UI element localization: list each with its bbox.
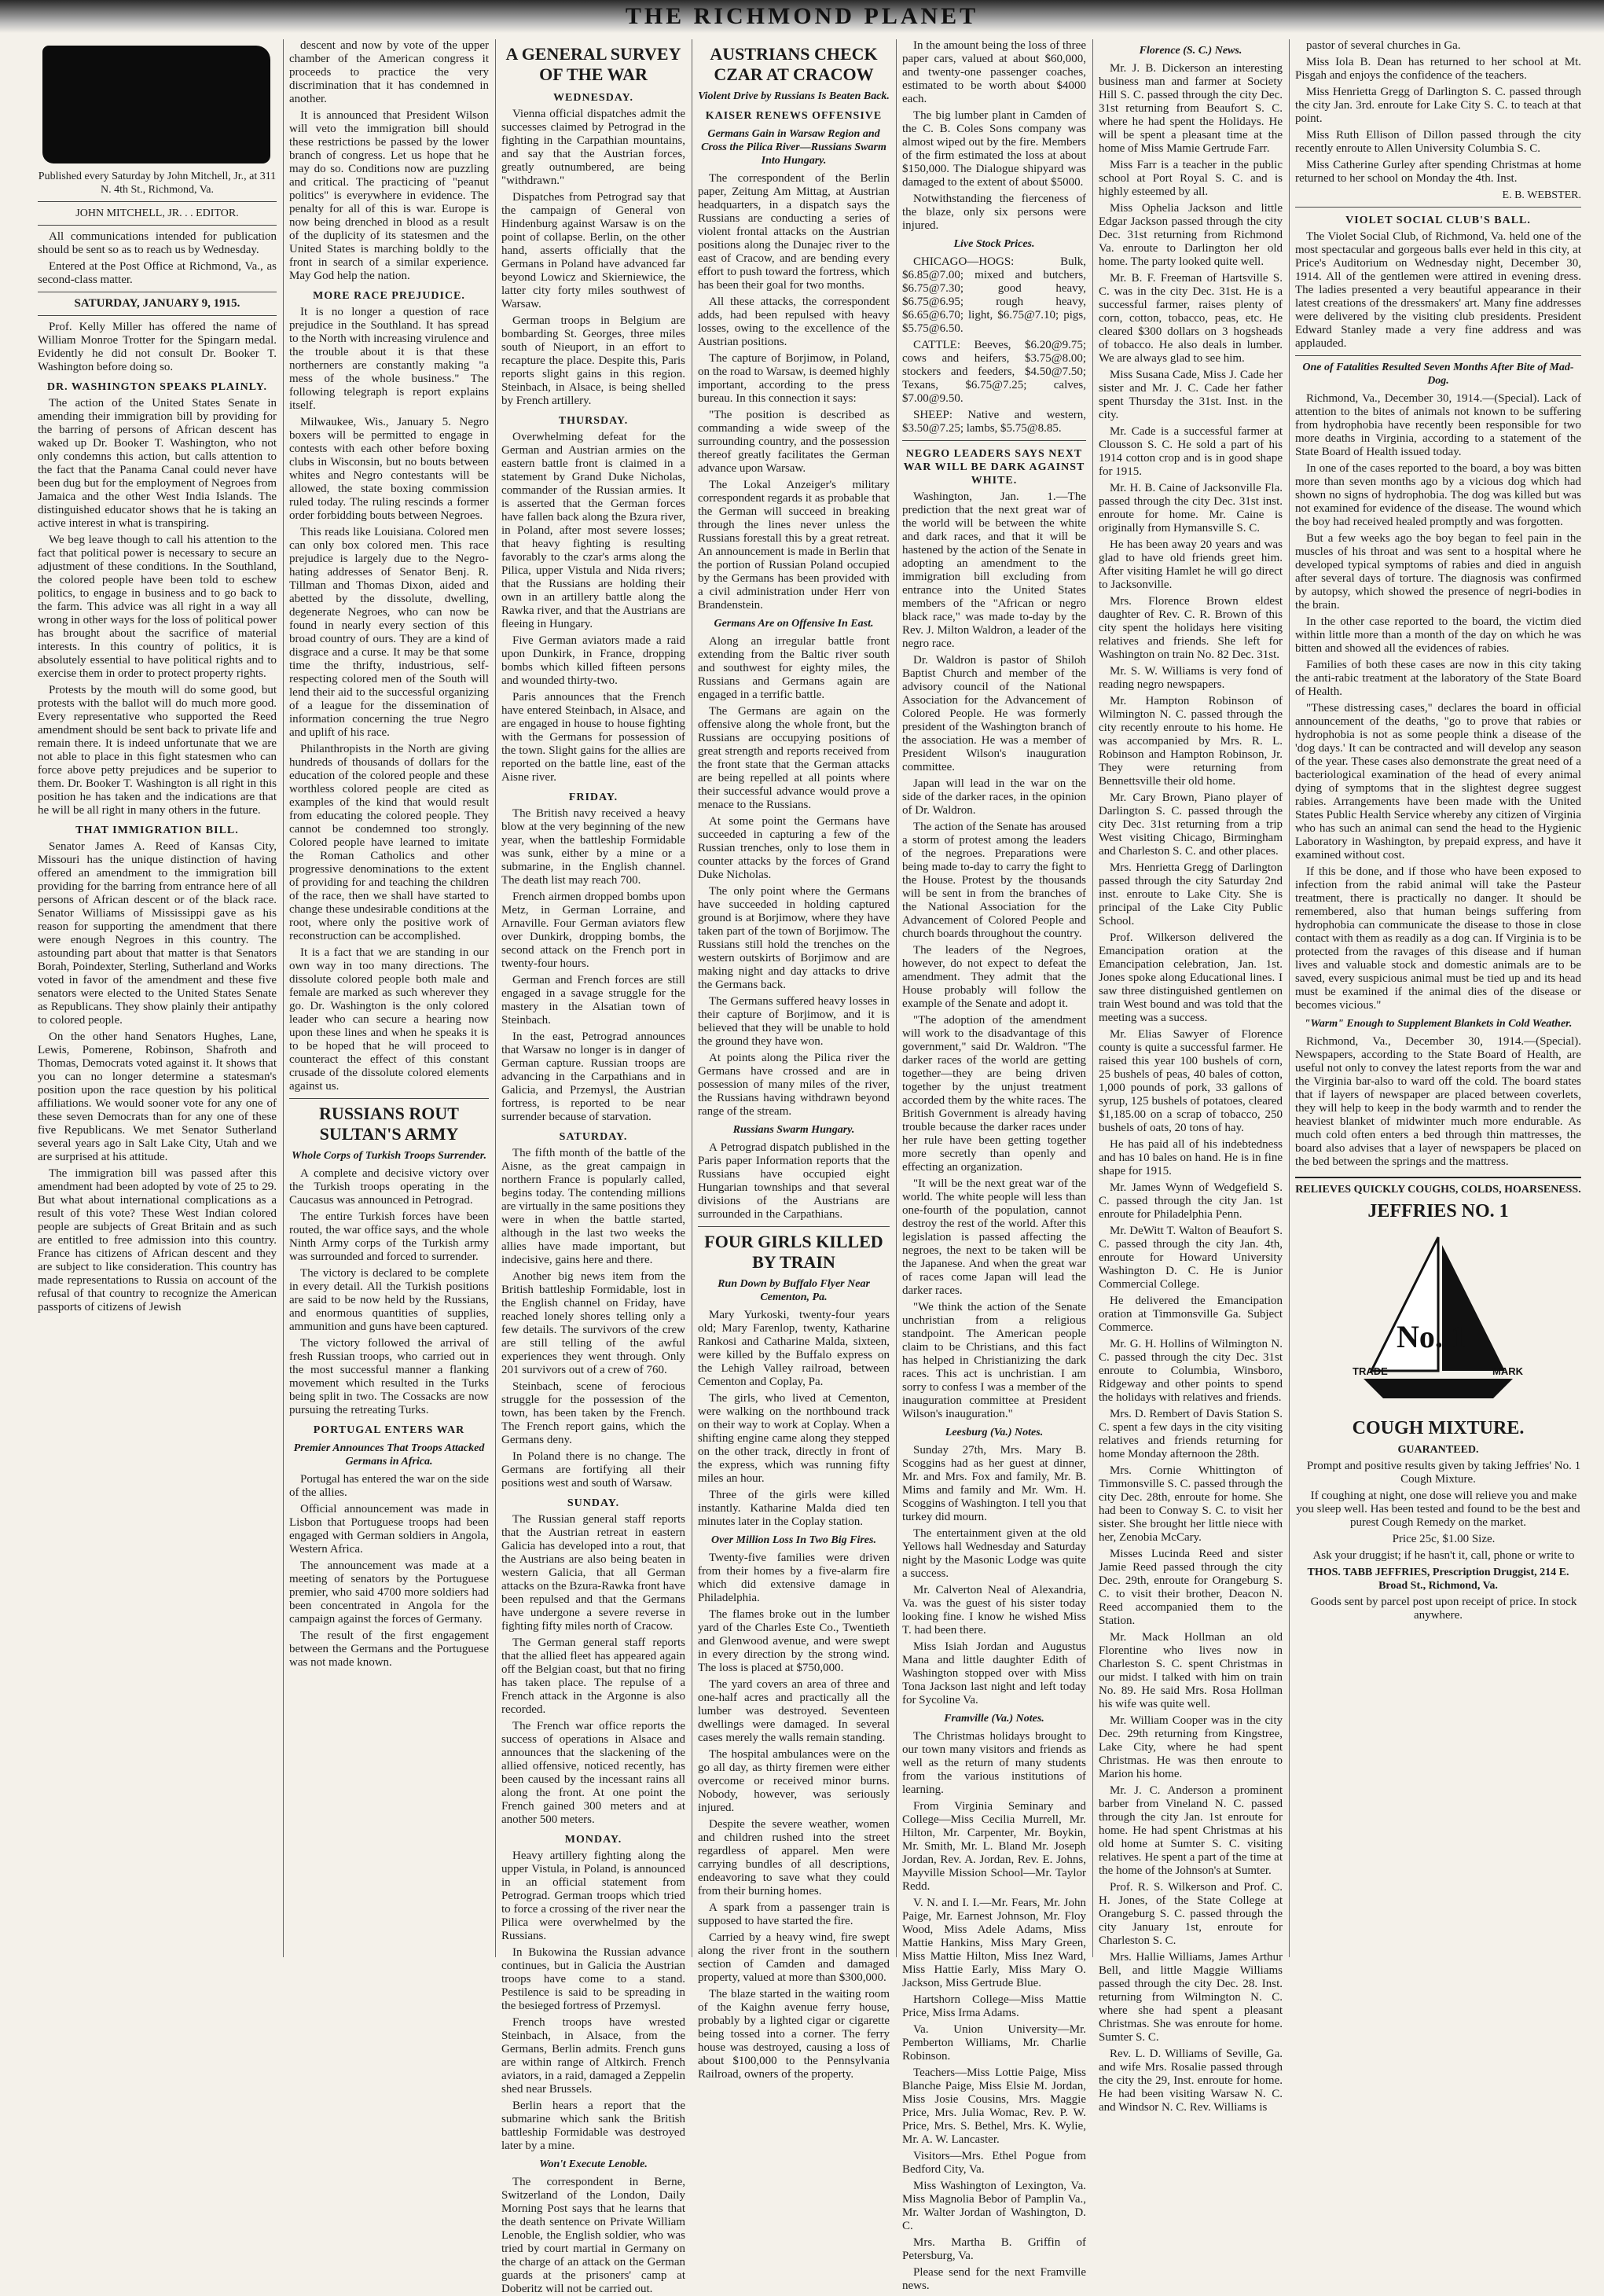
paragraph: The Christmas holidays brought to our town many visitors and friends as well as the return of many students from the various institutions of learning. xyxy=(902,1730,1086,1796)
day-heading: MONDAY. xyxy=(564,1834,622,1846)
paragraph: The Violet Social Club, of Richmond, Va. held one of the most spectacular and gorgeous balls ever held in this city, at Price's Auditorium on Wednesday night, December 30, 1914. All of the gentlemen were attired in evening dress. The ladies presented a very beautiful appearance in their latest creations of the dressmakers' art. Many fine addresses were delivered by the visiting club presidents. President Edward Stanley made a very fine address and was applauded. xyxy=(1295,230,1581,350)
paragraph: Notwithstanding the fierceness of the blaze, only six persons were injured. xyxy=(902,193,1086,232)
paragraph: In the amount being the loss of three paper cars, valued at about $60,000, and twenty-one passenger coaches, estimated to be worth about $4000 each. xyxy=(902,39,1086,105)
paragraph: Protests by the mouth will do some good, but protests with the ballot will do much more good. Every representative who supported the Reed amendment should be sent back to private life and remain there. It is indeed unfortunate that we are not able to place in this fight statesmen who can force above petty prejudices and be superior to them. Dr. Booker T. Washington is all right in this position he has taken and the indications are that he will be all right in many others in the future. xyxy=(38,684,277,817)
logo-mark: MARK xyxy=(1492,1365,1523,1377)
paragraph: "The adoption of the amendment will work to the disadvantage of this government," said Dr. Waldron. "The darker races of the world are getting together—they are being driven together by the unjust treatment accorded them by the white races. The British Government is already having trouble because the darker races under her rule have been getting together more secretly than openly and effecting an organization. xyxy=(902,1014,1086,1174)
paragraph: The victory followed the arrival of fresh Russian troops, who carried out in the most successful manner a flanking movement which resulted in the Turks being split in two. The Cossacks are now pursuing the retreating Turks. xyxy=(289,1337,489,1416)
article-heading: KAISER RENEWS OFFENSIVE xyxy=(705,110,883,122)
paragraph: Richmond, Va., December 30, 1914.—(Special). Newspapers, according to the State Board of Health, are useful not only to convey the latest reports from the war and the Virginia bar-also to ward off the cold. The board states that if layers of newspaper are placed between coverlets, they will help to keep in the body warmth and to render the heaviest blanket of midwinter much more endurable. As much cold often enters a bed through thin mattresses, the board also advises that a layer of newspapers be placed on the bed between the springs and the mattress. xyxy=(1295,1035,1581,1168)
trademark-logo xyxy=(1348,1229,1529,1410)
paragraph: pastor of several churches in Ga. xyxy=(1306,39,1461,52)
paragraph: The action of the United States Senate in amending their immigration bill by providing for the barring of persons of African descent has waked up Dr. Booker T. Washington, who not only condemns this action, but calls attention to the fact that the Panama Canal could never have been dug but for the employment of Negroes from Jamaica and the other West India Islands. The distinguished educator shows that he is taking an active interest in what is transpiring. xyxy=(38,397,277,530)
paragraph: The yard covers an area of three and one-half acres and practically all the lumber was destroyed. Seventeen dwellings were damaged. In several cases merely the walls remain standing. xyxy=(698,1678,890,1744)
paragraph: The announcement was made at a meeting of senators by the Portuguese premier, who said 4700 more soldiers had been concentrated in Angola for the campaign against the forces of Germany. xyxy=(289,1559,489,1626)
column-5 xyxy=(896,39,1092,2292)
paragraph: Mary Yurkoski, twenty-four years old; Mary Farenlop, twenty, Katharine Rankosi and Catharine Malda, sixteen, were killed by the Buffalo express on the Lehigh Valley railroad, between Cementon and Coplay, Pa. xyxy=(698,1309,890,1388)
paragraph: French airmen dropped bombs upon Metz, in German Lorraine, and Arnaville. Four German aviators flew over Dunkirk, dropping bombs, the second attack on the French port in twenty-four hours. xyxy=(501,891,685,970)
paragraph: Philanthropists in the North are giving hundreds of thousands of dollars for the education of the colored people and these worthless colored people are cited as examples of the kind that would result from educating the colored people. They cannot be condemned too strongly. Colored people have learned to imitate the Roman Catholics and other progressive denominations to the extent of providing for and teaching the children of the race, then we shall have started to change these undesirable conditions at the root, where only the positive work of reconstruction can be accomplished. xyxy=(289,743,489,942)
paragraph: The entertainment given at the old Yellows hall Wednesday and Saturday night by the Masonic Lodge was quite a success. xyxy=(902,1527,1086,1580)
paragraph: Richmond, Va., December 30, 1914.—(Special). Lack of attention to the bites of animals not known to be suffering from hydrophobia have recently been responsible for two more deaths in Virginia, according to a statement of the State Board of Health issued today. xyxy=(1295,392,1581,458)
publisher-line: Published every Saturday by John Mitchell, Jr., at 311 N. 4th St., Richmond, Va. xyxy=(38,171,277,196)
paragraph: Families of both these cases are now in this city taking the anti-rabic treatment at the laboratory of the State Board of Health. xyxy=(1295,659,1581,698)
paragraph: Miss Ruth Ellison of Dillon passed through the city recently enroute to Allen University Columbia S. C. xyxy=(1295,129,1581,155)
paragraph: Dispatches from Petrograd say that the campaign of General von Hindenburg against Warsaw is on the point of collapse. Berlin, on the other hand, asserts officially that the Germans in Poland have advanced far beyond Lowicz and Skierniewice, the latter city forty miles southwest of Warsaw. xyxy=(501,191,685,310)
paragraph: The action of the Senate has aroused a storm of protest among the leaders of the negroes. Preparations were being made to-day to carry the fight to the House. Protest by the thousands will be sent in from the branches of the National Association for the Advancement of Colored People and church boards throughout the country. xyxy=(902,821,1086,940)
paragraph: Price 25c, $1.00 Size. xyxy=(1392,1533,1496,1545)
paragraph: The leaders of the Negroes, however, do not expect to defeat the amendment. They admit that the House probably will follow the example of the Senate and adopt it. xyxy=(902,944,1086,1010)
paragraph: A Petrograd dispatch published in the Paris paper Information reports that the Russians have occupied eight Hungarian townships and that several divisions of the Austrians are surrounded in the Carpathians. xyxy=(698,1141,890,1221)
paragraph: Mr. B. F. Freeman of Hartsville S. C. was in the city Dec. 31st. He is a successful farmer, raises plenty of corn, cotton, tobacco, peas, etc. He cleared $300 dollars on 3 hogsheads of tobacco. He also deals in lumber. We are always glad to see him. xyxy=(1099,272,1283,365)
paragraph: The British navy received a heavy blow at the very beginning of the new year, when the battleship Formidable was sunk, either by a mine or a submarine, in the English channel. The death list may reach 700. xyxy=(501,807,685,887)
paragraph: The Lokal Anzeiger's military correspondent regards it as probable that the German will succeed in breaking through the lines never unless the Russians forestall this by a great retreat. An announcement is made in Berlin that the portion of Russian Poland occupied by the Germans has been provided with a civil administration under Herr von Brandenstein. xyxy=(698,479,890,612)
article-headline: FOUR GIRLS KILLED BY TRAIN xyxy=(704,1232,883,1272)
paragraph: Twenty-five families were driven from their homes by a five-alarm fire which did extensive damage in Philadelphia. xyxy=(698,1552,890,1604)
paragraph: He has been away 20 years and was glad to have old friends greet him. After visiting Hamlet he will go direct to Jacksonville. xyxy=(1099,538,1283,591)
paragraph: V. N. and I. I.—Mr. Fears, Mr. John Paige, Mr. Earnest Johnson, Mr. Floy Wood, Miss Adele Adams, Miss Mattie Hankins, Miss Mary Green, Miss Mattie Hilton, Miss Inez Ward, Miss Hattie Early, Miss Mary O. Jackson, Miss Gertrude Blue. xyxy=(902,1897,1086,1989)
paragraph: Rev. L. D. Williams of Seville, Ga. and wife Mrs. Rosalie passed through the city the 29, Inst. enroute for home. He had been visiting Warsaw N. C. and Windsor N. C. Rev. Williams is xyxy=(1099,2048,1283,2114)
article-subhead: Live Stock Prices. xyxy=(953,238,1035,250)
article-subhead: Germans Gain in Warsaw Region and Cross the Pilica River—Russians Swarm Into Hungary. xyxy=(701,128,886,167)
paragraph: He delivered the Emancipation oration at Timmonsville Ga. Subject Commerce. xyxy=(1099,1295,1283,1334)
paragraph: In one of the cases reported to the board, a boy was bitten more than seven months ago by a vicious dog which had shown no signs of hydrophobia. The dog was killed but was not examined for evidence of the disease. The wound which the boy had received healed promptly and was forgotten. xyxy=(1295,462,1581,528)
day-heading: SATURDAY. xyxy=(559,1131,628,1143)
paragraph: Mr. Cade is a successful farmer at Clousson S. C. He sold a part of his 1914 cotton crop and is in good shape for 1915. xyxy=(1099,425,1283,478)
paragraph: Mr. Mack Hollman an old Florentine who lives now in Charleston S. C. spent Christmas in our midst. I talked with him on train No. 89. He said Mrs. Rosa Hollman his wife was quite well. xyxy=(1099,1631,1283,1710)
paragraph: Mr. J. B. Dickerson an interesting business man and farmer at Society Hill S. C. passed through the city Dec. 31st returning from Beaufort S. C. where he had spent the Holidays. He will be spent a pleasant time at the home of Miss Mamie Gertrude Farr. xyxy=(1099,62,1283,155)
article-subhead: Russians Swarm Hungary. xyxy=(732,1124,855,1136)
paragraph: Mrs. Cornie Whittington of Timmonsville S. C. passed through the city Dec. 28th, enroute for home. She had been to Conway S. C. to visit her sister. She brought her little niece with her, Zenobia McCary. xyxy=(1099,1464,1283,1544)
ad-product: COUGH MIXTURE. xyxy=(1352,1418,1525,1438)
paragraph: Mrs. Florence Brown eldest daughter of Rev. C. R. Brown of this city spent the holidays here visiting relatives and friends. She left for Washington on train No. 82 Dec. 31st. xyxy=(1099,595,1283,661)
logo-trade: TRADE xyxy=(1353,1365,1388,1377)
paragraph: Five German aviators made a raid upon Dunkirk, in France, dropping bombs which killed fifteen persons and wounded thirty-two. xyxy=(501,634,685,687)
paragraph: Miss Catherine Gurley after spending Christmas at home returned to her school on Monday the 4th. Inst. xyxy=(1295,159,1581,185)
column-4 xyxy=(692,39,896,2081)
paragraph: Steinbach, scene of ferocious struggle for the possession of the town, has been taken by the French. The French report gains, which the Germans deny. xyxy=(501,1380,685,1446)
paragraph: Miss Henrietta Gregg of Darlington S. C. passed through the city Jan. 3rd. enroute for Lake City S. C. to teach at that point. xyxy=(1295,86,1581,125)
paragraph: Miss Iola B. Dean has returned to her school at Mt. Pisgah and enjoys the confidence of the teachers. xyxy=(1295,56,1581,82)
paragraph: Senator James A. Reed of Kansas City, Missouri has the unique distinction of having offered an amendment to the immigration bill providing for the barring from entrance here of all persons of African descent or of the black race. Senator Williams of Mississippi gave as his reason for supporting the amendment that there were enough Negroes in this country. The astounding part about that matter is that Senators Borah, Poindexter, Sterling, Sutherland and Works voted in favor of the amendment and these five senators were elected to the United States Senate as Republicans. They show plainly their antipathy to colored people. xyxy=(38,840,277,1027)
paragraph: The correspondent in Berne, Switzerland of the London, Daily Morning Post says that he learns that the death sentence on Private William Lenoble, the English soldier, who was tried by court martial in Germany on the charge of an attack on the German guards at the prisoners' camp at Doberitz will not be carried out. xyxy=(501,2176,685,2295)
paragraph: The victory is declared to be complete in every detail. All the Turkish positions are said to be now held by the Russians, and enormous quantities of supplies, ammunition and guns have been captured. xyxy=(289,1267,489,1333)
ink-blot-image xyxy=(42,46,270,163)
paragraph: The Germans are again on the offensive along the whole front, but the Russians are occupying positions of great strength and reports received from the front state that the German attacks are being repelled at all points where their successful advance would prove a menace to the Russians. xyxy=(698,705,890,811)
article-subhead: Florence (S. C.) News. xyxy=(1139,45,1242,57)
masthead: THE RICHMOND PLANET xyxy=(0,0,1604,33)
paragraph: Prof. Kelly Miller has offered the name of William Monroe Trotter for the Spingarn medal. Evidently he did not consult Dr. Booker T. Washington before doing so. xyxy=(38,321,277,373)
paragraph: Official announcement was made in Lisbon that Portuguese troops had been engaged with German soldiers in Angola, Western Africa. xyxy=(289,1503,489,1556)
paragraph: We beg leave though to call his attention to the fact that political power is necessary to secure an adjustment of these conditions. In the Southland, the colored people have been told to eschew politics, to engage in business and to go back to the farm. This advice was all right in a way all wrong in other ways for the loss of political power has brought about the sacrifice of material interests. In this country of politics, it is absolutely essential to have political rights and to exercise them in order to protect property rights. xyxy=(38,534,277,680)
article-subhead: One of Fatalities Resulted Seven Months After Bite of Mad-Dog. xyxy=(1302,362,1574,387)
article-heading: THAT IMMIGRATION BILL. xyxy=(75,825,239,836)
article-heading: PORTUGAL ENTERS WAR xyxy=(313,1424,465,1436)
paragraph: Please send for the next Framville news. xyxy=(902,2266,1086,2292)
paragraph: CHICAGO—HOGS: Bulk, $6.85@7.00; mixed and butchers, $6.75@7.30; good heavy, $6.75@6.95; rough heavy, $6.65@6.70; light, $6.75@7.10; pigs, $5.75@6.50. xyxy=(902,255,1086,335)
article-headline: RUSSIANS ROUT SULTAN'S ARMY xyxy=(319,1104,459,1144)
paragraph: Mr. Hampton Robinson of Wilmington N. C. passed through the city recently enroute to his home. He was accompanied by Mrs. R. L. Robinson and Hampton Robinson, Jr. They were returning from Bennettsville their old home. xyxy=(1099,695,1283,788)
paragraph: Mr. Cary Brown, Piano player of Darlington S. C. passed through the city Dec. 31st returning from a trip West visiting Chicago, Birmingham and Charleston S. C. and other places. xyxy=(1099,792,1283,858)
paragraph: Mr. J. C. Anderson a prominent barber from Vineland N. C. passed through the city Jan. 1st enroute for home. He had spent Christmas at his old home at Sumter S. C. visiting relatives. He spent a part of the time at the home of the Johnson's at Sumter. xyxy=(1099,1784,1283,1877)
column-7 xyxy=(1289,39,1587,1957)
paragraph: Sunday 27th, Mrs. Mary B. Scoggins had as her guest at dinner, Mr. and Mrs. Fox and family, Mr. B. Mims and family and Mr. Wm. H. Scoggins of Washington. I tell you that turkey did mourn. xyxy=(902,1444,1086,1523)
paragraph: The entire Turkish forces have been routed, the war office says, and the whole Ninth Army corps of the Turkish army was surrounded and forced to surrender. xyxy=(289,1210,489,1263)
issue-date: SATURDAY, JANUARY 9, 1915. xyxy=(74,297,240,310)
notice: All communications intended for publication should be sent so as to reach us by Wednesday. xyxy=(38,230,277,256)
article-subhead: Run Down by Buffalo Flyer Near Cementon, Pa. xyxy=(718,1278,870,1303)
paragraph: Mr. Elias Sawyer of Florence county is quite a successful farmer. He raised this year 100 bushels of corn, 25 bushels of peas, 40 bales of cotton, 1,000 pounds of pork, 33 gallons of syrup, 125 bushels of potatoes, cleared $1,185.00 on a scrap of tobacco, 250 bushels of oats, 20 tons of hay. xyxy=(1099,1028,1283,1134)
article-subhead: Won't Execute Lenoble. xyxy=(539,2158,648,2170)
paragraph: Miss Isiah Jordan and Augustus Mana and little daughter Edith of Washington stopped over with Miss Tona Jackson last night and left today for Sycoline Va. xyxy=(902,1640,1086,1706)
paragraph: On the other hand Senators Hughes, Lane, Lewis, Pomerene, Robinson, Shafroth and Thomas, Democrats voted against it. It shows that you can no longer determine a statesman's position upon the race question by his political affiliations. We would sooner vote for any one of these seven Democrats than for any one of these five Republicans. We met Senator Sutherland several years ago in Salt Lake City, Utah and we are surprised at his attitude. xyxy=(38,1030,277,1163)
paragraph: Mrs. Martha B. Griffin of Petersburg, Va. xyxy=(902,2236,1086,2262)
article-heading: DR. WASHINGTON SPEAKS PLAINLY. xyxy=(46,381,268,393)
paragraph: Mr. H. B. Caine of Jacksonville Fla. passed through the city Dec. 31st inst. enroute for home. Mr. Caine is originally from Hymansville S. C. xyxy=(1099,482,1283,535)
article-subhead: Leesburg (Va.) Notes. xyxy=(945,1427,1044,1438)
paragraph: Mrs. D. Rembert of Davis Station S. C. spent a few days in the city visiting relatives and friends returning for home Monday afternoon the 28th. xyxy=(1099,1408,1283,1460)
ad-firm: THOS. TABB JEFFRIES, Prescription Druggist, 214 E. Broad St., Richmond, Va. xyxy=(1307,1567,1569,1592)
paragraph: In the east, Petrograd announces that Warsaw no longer is in danger of German capture. Russian troops are advancing in the Carpathians and in Galicia, and Przemysl, the Austrian fortress, is reported to be near surrender because of starvation. xyxy=(501,1030,685,1123)
paragraph: Visitors—Mrs. Ethel Pogue from Bedford City, Va. xyxy=(902,2150,1086,2176)
paragraph: Va. Union University—Mr. Pemberton Williams, Mr. Charlie Robinson. xyxy=(902,2023,1086,2063)
paragraph: descent and now by vote of the upper chamber of the American congress it proceeds to practice the very discrimination that it has condemned in another. xyxy=(289,39,489,105)
paragraph: The German general staff reports that the allied fleet has appeared again off the Belgian coast, but that no firing has taken place. The repulse of a French attack in the Argonne is also recorded. xyxy=(501,1637,685,1716)
paragraph: The Germans suffered heavy losses in their capture of Borjimow, and it is believed that they will be unable to hold the ground they have won. xyxy=(698,995,890,1048)
paragraph: The flames broke out in the lumber yard of the Charles Este Co., Twentieth and Glenwood avenue, and were swept in every direction by the strong wind. The loss is placed at $750,000. xyxy=(698,1608,890,1674)
paragraph: Washington, Jan. 1.—The prediction that the next great war of the world will be between the white and dark races, and that it will be hastened by the action of the Senate in adopting an amendment to the immigration bill excluding from entrance into the United States members of the "African or negro black race," was made to-day by the Rev. J. Milton Waldron, a leader of the negro race. xyxy=(902,490,1086,650)
paragraph: Miss Ophelia Jackson and little Edgar Jackson passed through the city Dec. 31st returning from Richmond Va. enroute to Darlington her old home. The party looked quite well. xyxy=(1099,202,1283,268)
article-subhead: Over Million Loss In Two Big Fires. xyxy=(711,1534,876,1546)
article-subhead: Whole Corps of Turkish Troops Surrender. xyxy=(292,1150,486,1162)
paragraph: "These distressing cases," declares the board in official announcement of the deaths, "go to prove that rabies or hydrophobia is not as some people think a disease of the 'dog days.' It can be contracted and will develop any season of the year. These cases also demonstrate the great need of a bacteriological examination of the head of every animal dying of symptoms that in the slightest degree suggest rabies. Arrangements have been made with the United States Public Health Service whereby any citizen of Virginia who has such an animal can send the head to the Hygienic Laboratory in Washington, by prepaid express, and have it examined without cost. xyxy=(1295,702,1581,861)
paragraph: Despite the severe weather, women and children rushed into the street regardless of apparel. Men were carrying bundles of all descriptions, endeavoring to save what they could from their burning homes. xyxy=(698,1818,890,1897)
paragraph: French troops have wrested Steinbach, in Alsace, from the Germans, Berlin admits. French guns are within range of Altkirch. French aviators, in a raid, damaged a Zeppelin shed near Brussels. xyxy=(501,2016,685,2096)
paragraph: The only point where the Germans have succeeded in holding captured ground is at Borjimow, where they have taken part of the town of Borjimow. The Russians still hold the trenches on the western outskirts of Borjimow and are making night and day attacks to drive the Germans back. xyxy=(698,885,890,991)
paragraph: But a few weeks ago the boy began to feel pain in the muscles of his throat and was sent to a hospital where he developed typical symptoms of rabies and died in anguish after several days of torture. The diagnosis was confirmed by autopsy, which showed the presence of negri-bodies in the brain. xyxy=(1295,532,1581,612)
paragraph: The immigration bill was passed after this amendment had been adopted by vote of 25 to 29. But what about international complications as a result of this vote? These West Indian colored people are subjects of Great Britain and as such are entitled to free admission into this country. France has citizens of African descent and they are subject to like consideration. This country has made representations to Russia on account of the refusal of that country to recognize the American passports of citizens of Jewish xyxy=(38,1167,277,1313)
paragraph: Dr. Waldron is pastor of Shiloh Baptist Church and member of the advisory council of the National Association for the Advancement of Colored People. He was formerly president of the Washington branch of the association. He was a member of President Wilson's inauguration committee. xyxy=(902,654,1086,773)
paragraph: Along an irregular battle front extending from the Baltic river south and southwest for eighty miles, the Russians and Germans again are engaged in a terrific battle. xyxy=(698,635,890,701)
paragraph: Heavy artillery fighting along the upper Vistula, in Poland, is announced in an official statement from Petrograd. German troops which tried to force a crossing of the river near the Pilica were overwhelmed by the Russians. xyxy=(501,1850,685,1942)
paragraph: He has paid all of his indebtedness and has 10 bales on hand. He is in fine shape for 1915. xyxy=(1099,1138,1283,1177)
day-heading: THURSDAY. xyxy=(558,415,629,427)
paragraph: The result of the first engagement between the Germans and the Portuguese was not made known. xyxy=(289,1629,489,1669)
signature: E. B. WEBSTER. xyxy=(1502,189,1581,201)
day-heading: FRIDAY. xyxy=(568,792,618,803)
paragraph: A spark from a passenger train is supposed to have started the fire. xyxy=(698,1901,890,1927)
paragraph: Overwhelming defeat for the German and Austrian armies on the eastern battle front is claimed in a statement by Grand Duke Nicholas, commander of the Russian armies. It is asserted that the German forces have fallen back along the Bzura river, in Poland, after most severe losses; that heavy fighting is resulting favorably to the czar's arms along the Pilica, upper Vistula and Nida rivers; that the Russians are holding their own in an artillery battle along the Rawka river, and that the Austrians are fleeing in Hungary. xyxy=(501,431,685,630)
article-headline: AUSTRIANS CHECK CZAR AT CRACOW xyxy=(710,44,878,84)
paragraph: Mr. G. H. Hollins of Wilmington N. C. passed through the city Dec. 31st enroute to Columbia, Winsboro, Ridgeway and other points to spend the holidays with relatives and friends. xyxy=(1099,1338,1283,1404)
paragraph: The fifth month of the battle of the Aisne, as the great campaign in northern France is popularly called, begins today. The contending millions are virtually in the same positions they were in when the battle started, although in the last two weeks the allies have made important, but indecisive, gains here and there. xyxy=(501,1147,685,1266)
paragraph: If coughing at night, one dose will relieve you and make you sleep well. Has been tested and found to be the best and purest Cough Remedy on the market. xyxy=(1296,1490,1580,1529)
article-subhead: Violent Drive by Russians Is Beaten Back. xyxy=(698,90,890,102)
paragraph: All these attacks, the correspondent adds, had been repulsed with heavy losses, owing to the excellence of the Austrian positions. xyxy=(698,296,890,348)
paragraph: Mr. William Cooper was in the city Dec. 29th returning from Kingstree, Lake City, where he had spent Christmas. He was then enroute to Marion his home. xyxy=(1099,1714,1283,1780)
article-subhead: Framville (Va.) Notes. xyxy=(944,1713,1044,1725)
paragraph: In Bukowina the Russian advance continues, but in Galicia the Austrian troops have come to a stand. Pestilence is said to be spreading in the besieged fortress of Przemysl. xyxy=(501,1946,685,2012)
paragraph: Teachers—Miss Lottie Paige, Miss Blanche Paige, Miss Elsie M. Jordan, Miss Josie Cousins, Mrs. Maggie Price, Mrs. Julia Womac, Rev. P. W. Price, Mrs. S. Bethel, Mrs. K. Wylie, Mr. A. W. Lancaster. xyxy=(902,2066,1086,2146)
paragraph: SHEEP: Native and western, $3.50@7.25; lambs, $5.75@8.85. xyxy=(902,409,1086,435)
article-headline: A GENERAL SURVEY OF THE WAR xyxy=(505,44,681,84)
paragraph: CATTLE: Beeves, $6.20@9.75; cows and heifers, $3.75@8.00; stockers and feeders, $4.50@7.50; Texans, $6.75@7.25; calves, $7.00@9.50. xyxy=(902,339,1086,405)
paragraph: Prof. R. S. Wilkerson and Prof. C. H. Jones, of the State College at Orangeburg S. C. passed through the city January 1st, enroute for Charleston S. C. xyxy=(1099,1881,1283,1947)
paragraph: The hospital ambulances were on the go all day, as thirty firemen were either overcome or received minor burns. Nobody, however, was seriously injured. xyxy=(698,1748,890,1814)
paragraph: "It will be the next great war of the world. The white people will less than one-fourth of the population, cannot destroy the rest of the world. After this legislation is passed affecting the negroes, the next to be taken will be the Japanese. And when the great war of races come Japan will lead the darker races. xyxy=(902,1177,1086,1297)
paragraph: Miss Susana Cade, Miss J. Cade her sister and Mr. J. C. Cade her father spent Thursday the 31st. Inst. in the city. xyxy=(1099,369,1283,421)
paragraph: Milwaukee, Wis., January 5. Negro boxers will be permitted to engage in contests with each other before boxing clubs in Wisconsin, but no bouts between whites and Negro contestants will be allowed, the state boxing commission ruled today. The ruling rescinds a former order forbidding bouts between Negroes. xyxy=(289,416,489,522)
article-subhead: Premier Announces That Troops Attacked Germans in Africa. xyxy=(293,1442,485,1468)
paragraph: Mrs. Henrietta Gregg of Darlington passed through the city Saturday 2nd inst. enroute to Lake City. She is principal of the Lake City Public School. xyxy=(1099,861,1283,928)
paragraph: Mr. James Wynn of Wedgefield S. C. passed through the city Jan. 1st enroute for Philadelphia Penn. xyxy=(1099,1181,1283,1221)
paragraph: Misses Lucinda Reed and sister Jamie Reed passed through the city Dec. 29th, enroute for Orangeburg S. C. to visit their brother, Deacon N. Reed accompanied them to the Station. xyxy=(1099,1548,1283,1627)
paragraph: It is a fact that we are standing in our own way in too many directions. The dissolute colored people both male and female are marked as such wherever they go. Dr. Washington is the only colored leader who can secure a hearing now upon these lines and when he speaks it is to be hoped that he will proceed to counteract the effect of this constant crusade of the dissolute colored elements against us. xyxy=(289,946,489,1093)
paragraph: Miss Washington of Lexington, Va. Miss Magnolia Bebor of Pamplin Va., Mr. Walter Jordan of Washington, D. C. xyxy=(902,2180,1086,2232)
article-heading: MORE RACE PREJUDICE. xyxy=(313,290,465,302)
editor-line: JOHN MITCHELL, JR. . . EDITOR. xyxy=(75,208,239,219)
paragraph: German troops in Belgium are bombarding St. Georges, three miles south of Nieuport, in an effort to recapture the place. Despite this, Paris reports slight gains in this region. Steinbach, in Alsace, is being shelled by French artillery. xyxy=(501,314,685,407)
paragraph: If this be done, and if those who have been exposed to infection from the rabid animal will take the Pasteur treatment, there is practically no danger. It should be remembered, also that human beings suffering from hydrophobia can communicate the disease to those in close contact with them as readily as a dog can. If Virginia is to be protected from the ravages of this disease and if human lives and valuable stock and domestic animals are to be saved, every suspicious animal must be tied up and its head must be examined if the animal dies of the disease or becomes vicious." xyxy=(1295,865,1581,1012)
paragraph: From Virginia Seminary and College—Miss Cecilia Murrell, Mr. Hilton, Mr. Carpenter, Mr. Boykin, Mr. Smith, Mr. L. Bland Mr. Joseph Jordan, Rev. A. Jordan, Rev. E. Johns, Mayville Mission School—Mr. Taylor Redd. xyxy=(902,1800,1086,1893)
paragraph: Paris announces that the French have entered Steinbach, in Alsace, and are engaged in house to house fighting with the Germans for possession of the town. Slight gains for the allies are reported on the battle line, east of the Aisne river. xyxy=(501,691,685,784)
paragraph: At some point the Germans have succeeded in capturing a few of the Russian trenches, only to lose them in counter attacks by the forces of Grand Duke Nicholas. xyxy=(698,815,890,881)
notice: Entered at the Post Office at Richmond, Va., as second-class matter. xyxy=(38,260,277,286)
paragraph: Carried by a heavy wind, fire swept along the river front in the southern section of Camden and damaged property, valued at more than $300,000. xyxy=(698,1931,890,1984)
column-1 xyxy=(31,39,283,1957)
paragraph: Ask your druggist; if he hasn't it, call, phone or write to xyxy=(1312,1549,1575,1562)
paragraph: The blaze started in the waiting room of the Kaighn avenue ferry house, probably by a lighted cigar or cigarette being tossed into a corner. The ferry house was destroyed, causing a loss of about $100,000 to the Pennsylvania Railroad, owners of the property. xyxy=(698,1988,890,2081)
column-3 xyxy=(495,39,692,2295)
paragraph: Three of the girls were killed instantly. Katharine Malda died ten minutes later in the Coplay station. xyxy=(698,1489,890,1528)
paragraph: German and French forces are still engaged in a savage struggle for the mastery in the Alsatian town of Steinbach. xyxy=(501,974,685,1027)
paragraph: Prof. Wilkerson delivered the Emancipation oration at the Emancipation celebration, Jan. 1st. Jones spoke along Educational lines. I saw three distinguished gentlemen on train West bound and was told that the meeting was a success. xyxy=(1099,931,1283,1024)
paragraph: "The position is described as commanding a wide sweep of the surrounding country, and the possession thereof greatly facilitates the German advance upon Warsaw. xyxy=(698,409,890,475)
article-subhead: "Warm" Enough to Supplement Blankets in Cold Weather. xyxy=(1304,1018,1573,1030)
paragraph: At points along the Pilica river the Germans have crossed and are in possession of many miles of the river, the Russians having withdrawn beyond range of the stream. xyxy=(698,1052,890,1118)
day-heading: WEDNESDAY. xyxy=(553,92,633,104)
paragraph: Mrs. Hallie Williams, James Arthur Bell, and little Maggie Williams passed through the city Dec. 28. Inst. returning from Wilmington N. C. where she had spent a pleasant Christmas. She was enroute for home. Sumter S. C. xyxy=(1099,1951,1283,2044)
paragraph: It is announced that President Wilson will veto the immigration bill should these restrictions be passed by the lower branch of congress. Let us hope that he may do so. Conditions now are puzzling and critical. The practicing of "peanut politics" is everywhere in evidence. The penalty for all of this is war. Europe is now being drenched in blood as a result of the duplicity of its statesmen and the United States is marching boldly to the front in search of a similar experience. May God help the nation. xyxy=(289,109,489,282)
paragraph: The correspondent of the Berlin paper, Zeitung Am Mittag, at Austrian headquarters, in a dispatch says the Russians are conducting a series of violent frontal attacks on the Austrian positions along the Dunajec river to the east of Cracow, and are bending every effort to push toward the fortress, which has been their goal for two months. xyxy=(698,172,890,292)
paragraph: Miss Farr is a teacher in the public school at Port Royal S. C. and is highly esteemed by all. xyxy=(1099,159,1283,198)
paragraph: The French war office reports the success of operations in Alsace and announces that the slackening of the allied offensive, noticed recently, has been caused by the incessant rains all along the front. At one point the French gained 300 meters and at another 500 meters. xyxy=(501,1720,685,1826)
paragraph: Mr. DeWitt T. Walton of Beaufort S. C. passed through the city Jan. 4th, enroute for Howard University Washington D. C. He is Junior Commercial College. xyxy=(1099,1225,1283,1291)
day-heading: SUNDAY. xyxy=(567,1497,620,1509)
logo-number: No. 1 xyxy=(1397,1319,1466,1354)
paragraph: Vienna official dispatches admit the successes claimed by Petrograd in the fighting in the Carpathian mountains, and say that the Austrian forces, greatly outnumbered, are being "withdrawn." xyxy=(501,108,685,187)
article-heading: VIOLET SOCIAL CLUB'S BALL. xyxy=(1345,215,1531,226)
paragraph: A complete and decisive victory over the Turkish troops operating in the Caucasus was announced in Petrograd. xyxy=(289,1167,489,1207)
cough-mixture-ad xyxy=(1295,1177,1581,1622)
paragraph: This reads like Louisiana. Colored men can only box colored men. This race prejudice is largely due to the Negro-hating addresses of Senator Benj. R. Tillman and Thomas Dixon, aided and abetted by the dissolute, dwelling, degenerate Negroes, who can now be found in nearly every section of this broad country of ours. They are a kind of disgrace and a curse. It may be that some time the thrifty, industrious, self-respecting colored men of the South will lend their aid to the successful organizing of a league for the dissemination of information concerning the true Negro and uplift of his race. xyxy=(289,526,489,739)
column-2 xyxy=(283,39,495,1957)
article-heading: NEGRO LEADERS SAYS NEXT WAR WILL BE DARK AGAINST WHITE. xyxy=(903,448,1085,487)
paragraph: The big lumber plant in Camden of the C. B. Coles Sons company was almost wiped out by the fire. Members of the firm estimated the loss at about $150,000. The Dialogue shipyard was damaged to the extent of about $5000. xyxy=(902,109,1086,189)
paragraph: In Poland there is no change. The Germans are fortifying all their positions west and south of Warsaw. xyxy=(501,1450,685,1490)
paragraph: Berlin hears a report that the submarine which sank the British battleship Formidable was destroyed later by a mine. xyxy=(501,2099,685,2152)
paragraph: Mr. Calverton Neal of Alexandria, Va. was the guest of his sister today looking fine. I know he wished Miss T. had been there. xyxy=(902,1584,1086,1637)
sailboat-icon xyxy=(1348,1229,1529,1410)
paragraph: Mr. S. W. Williams is very fond of reading negro newspapers. xyxy=(1099,665,1283,691)
ad-title: JEFFRIES NO. 1 xyxy=(1367,1201,1509,1221)
article-subhead: Germans Are on Offensive In East. xyxy=(714,618,874,630)
paragraph: The girls, who lived at Cementon, were walking on the northbound track on their way to work at Coplay. When a shifting engine came along they stepped on the other track, directly in front of the express, which was running fifty miles an hour. xyxy=(698,1392,890,1485)
ad-tagline: RELIEVES QUICKLY COUGHS, COLDS, HOARSENESS. xyxy=(1295,1184,1581,1196)
paragraph: The Russian general staff reports that the Austrian retreat in eastern Galicia has developed into a rout, that the Austrians are also being beaten in western Galicia, that all German attacks on the Bzura-Rawka front have been repulsed and that the Germans have undergone a severe reverse in fighting fifty miles north of Cracow. xyxy=(501,1513,685,1633)
paragraph: Prompt and positive results given by taking Jeffries' No. 1 Cough Mixture. xyxy=(1306,1460,1581,1486)
paragraph: It is no longer a question of race prejudice in the Southland. It has spread to the North with increasing virulence and the trouble about it is that these northerners are constantly making "a mess of the whole business." The following telegraph is report explains itself. xyxy=(289,306,489,412)
paragraph: In the other case reported to the board, the victim died within little more than a month of the day on which he was bitten and showed all the evidences of rabies. xyxy=(1295,615,1581,655)
ad-guarantee: GUARANTEED. xyxy=(1397,1444,1479,1456)
paragraph: Japan will lead in the war on the side of the darker races, in the opinion of Dr. Waldron. xyxy=(902,777,1086,817)
column-6 xyxy=(1092,39,1289,2114)
paragraph: "We think the action of the Senate unchristian from a religious standpoint. The American people claim to be Christians, and this fact has helped in Christianizing the dark races. This act is unchristian. I am sorry to confess I was a member of the inauguration committee at President Wilson's inauguration." xyxy=(902,1301,1086,1420)
paragraph: Another big news item from the British battleship Formidable, lost in the English channel on Friday, have reached lonely shores telling only a few details. The survivors of the crew are still telling of the awful experiences they went through. Only 201 survivors out of a crew of 760. xyxy=(501,1270,685,1376)
paragraph: Portugal has entered the war on the side of the allies. xyxy=(289,1473,489,1499)
paragraph: Goods sent by parcel post upon receipt of price. In stock anywhere. xyxy=(1310,1596,1577,1622)
paragraph: The capture of Borjimow, in Poland, on the road to Warsaw, is deemed highly important, according to the press bureau. In this connection it says: xyxy=(698,352,890,405)
paragraph: Hartshorn College—Miss Mattie Price, Miss Irma Adams. xyxy=(902,1993,1086,2019)
